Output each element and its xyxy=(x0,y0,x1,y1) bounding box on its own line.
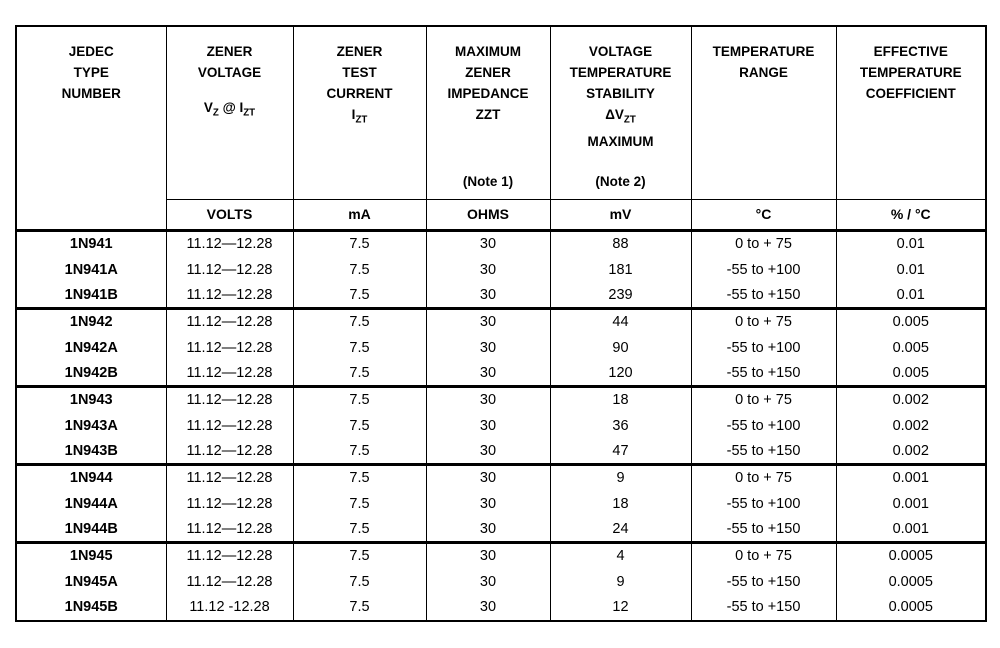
cell-test-current: 7.5 xyxy=(293,517,426,543)
cell-temperature-range: 0 to + 75 xyxy=(691,465,836,491)
cell-zener-impedance: 30 xyxy=(426,439,550,465)
cell-voltage-stability: 18 xyxy=(550,387,691,413)
cell-temp-coefficient: 0.01 xyxy=(836,257,986,283)
cell-zener-impedance: 30 xyxy=(426,543,550,569)
cell-temperature-range: -55 to +150 xyxy=(691,439,836,465)
table-row xyxy=(16,361,986,387)
cell-zener-voltage: 11.12—12.28 xyxy=(166,465,293,491)
header-text: TEMPERATURE xyxy=(859,65,962,80)
header-jedec-type-number xyxy=(16,26,166,231)
unit-celsius: °C xyxy=(691,200,836,231)
cell-zener-voltage: 11.12—12.28 xyxy=(166,413,293,439)
header-text: TEMPERATURE xyxy=(569,65,672,80)
header-text: STABILITY xyxy=(586,86,655,101)
cell-zener-impedance: 30 xyxy=(426,517,550,543)
cell-voltage-stability: 120 xyxy=(550,361,691,387)
cell-jedec-type: 1N941 xyxy=(16,231,166,257)
header-text: TEST xyxy=(342,65,377,80)
note-1-reference: (Note 1) xyxy=(462,174,514,189)
test-current-symbol: $I_{ZT}$ xyxy=(351,107,368,126)
table-row xyxy=(16,387,986,413)
cell-voltage-stability: 90 xyxy=(550,335,691,361)
cell-temperature-range: 0 to + 75 xyxy=(691,543,836,569)
cell-jedec-type: 1N945 xyxy=(16,543,166,569)
cell-temp-coefficient: 0.005 xyxy=(836,361,986,387)
header-text: MAXIMUM xyxy=(455,44,521,59)
table-row xyxy=(16,309,986,335)
unit-ohms: OHMS xyxy=(426,200,550,231)
unit-ma: mA xyxy=(293,200,426,231)
cell-zener-voltage: 11.12—12.28 xyxy=(166,361,293,387)
header-text: MAXIMUM xyxy=(587,133,654,149)
cell-zener-impedance: 30 xyxy=(426,569,550,595)
cell-zener-voltage: 11.12—12.28 xyxy=(166,439,293,465)
cell-test-current: 7.5 xyxy=(293,595,426,621)
cell-temperature-range: 0 to + 75 xyxy=(691,231,836,257)
note-2-reference: (Note 2) xyxy=(595,174,646,189)
cell-zener-voltage: 11.12—12.28 xyxy=(166,283,293,309)
cell-temp-coefficient: 0.002 xyxy=(836,413,986,439)
cell-temp-coefficient: 0.0005 xyxy=(836,543,986,569)
cell-voltage-stability: 181 xyxy=(550,257,691,283)
cell-zener-voltage: 11.12—12.28 xyxy=(166,569,293,595)
cell-jedec-type: 1N943B xyxy=(16,439,166,465)
table-row xyxy=(16,257,986,283)
impedance-symbol: ZZT xyxy=(475,107,501,122)
header-text: VOLTAGE xyxy=(588,44,653,59)
cell-test-current: 7.5 xyxy=(293,361,426,387)
table-row xyxy=(16,283,986,309)
delta-v-symbol: $\Delta V_{ZT}$ xyxy=(605,107,636,126)
header-text: NUMBER xyxy=(61,86,121,101)
table-row xyxy=(16,335,986,361)
cell-voltage-stability: 4 xyxy=(550,543,691,569)
cell-temperature-range: -55 to +150 xyxy=(691,361,836,387)
cell-jedec-type: 1N944B xyxy=(16,517,166,543)
cell-voltage-stability: 9 xyxy=(550,465,691,491)
cell-jedec-type: 1N944 xyxy=(16,465,166,491)
zener-voltage-symbol: $V_Z$ @ $I_{ZT}$ xyxy=(203,100,256,119)
cell-voltage-stability: 24 xyxy=(550,517,691,543)
cell-zener-voltage: 11.12—12.28 xyxy=(166,231,293,257)
cell-temperature-range: 0 to + 75 xyxy=(691,309,836,335)
cell-jedec-type: 1N945A xyxy=(16,569,166,595)
header-text: EFFECTIVE xyxy=(873,44,948,59)
cell-test-current: 7.5 xyxy=(293,413,426,439)
cell-temp-coefficient: 0.01 xyxy=(836,231,986,257)
cell-jedec-type: 1N942B xyxy=(16,361,166,387)
cell-zener-voltage: 11.12—12.28 xyxy=(166,517,293,543)
cell-zener-impedance: 30 xyxy=(426,283,550,309)
cell-temp-coefficient: 0.002 xyxy=(836,439,986,465)
cell-zener-impedance: 30 xyxy=(426,257,550,283)
header-text: ZENER xyxy=(465,65,511,80)
cell-temperature-range: -55 to +100 xyxy=(691,491,836,517)
table-body xyxy=(16,231,986,621)
cell-temperature-range: -55 to +100 xyxy=(691,413,836,439)
zener-spec-table xyxy=(15,25,987,622)
cell-temp-coefficient: 0.002 xyxy=(836,387,986,413)
cell-zener-voltage: 11.12 -12.28 xyxy=(166,595,293,621)
cell-zener-impedance: 30 xyxy=(426,361,550,387)
unit-mv: mV xyxy=(550,200,691,231)
header-effective-temp-coefficient xyxy=(836,26,986,200)
cell-temp-coefficient: 0.001 xyxy=(836,491,986,517)
cell-jedec-type: 1N945B xyxy=(16,595,166,621)
table-header xyxy=(16,26,986,231)
header-max-zener-impedance xyxy=(426,26,550,200)
cell-temp-coefficient: 0.001 xyxy=(836,517,986,543)
cell-test-current: 7.5 xyxy=(293,465,426,491)
table-row xyxy=(16,595,986,621)
cell-zener-impedance: 30 xyxy=(426,491,550,517)
cell-test-current: 7.5 xyxy=(293,491,426,517)
cell-temp-coefficient: 0.0005 xyxy=(836,569,986,595)
cell-jedec-type: 1N941B xyxy=(16,283,166,309)
header-text: TYPE xyxy=(73,65,109,80)
cell-zener-impedance: 30 xyxy=(426,335,550,361)
cell-zener-voltage: 11.12—12.28 xyxy=(166,543,293,569)
cell-test-current: 7.5 xyxy=(293,231,426,257)
cell-zener-voltage: 11.12—12.28 xyxy=(166,491,293,517)
header-text: COEFFICIENT xyxy=(865,86,956,101)
cell-voltage-stability: 239 xyxy=(550,283,691,309)
cell-test-current: 7.5 xyxy=(293,309,426,335)
cell-voltage-stability: 12 xyxy=(550,595,691,621)
table-row xyxy=(16,517,986,543)
header-text: ZENER xyxy=(206,44,253,59)
header-text: ZENER xyxy=(336,44,383,59)
cell-temp-coefficient: 0.005 xyxy=(836,335,986,361)
cell-temperature-range: -55 to +100 xyxy=(691,257,836,283)
header-text: TEMPERATURE xyxy=(712,44,815,59)
header-voltage-temp-stability xyxy=(550,26,691,200)
header-row xyxy=(16,26,986,200)
cell-temperature-range: -55 to +150 xyxy=(691,517,836,543)
cell-test-current: 7.5 xyxy=(293,257,426,283)
cell-test-current: 7.5 xyxy=(293,543,426,569)
table-row xyxy=(16,569,986,595)
cell-jedec-type: 1N943A xyxy=(16,413,166,439)
cell-temp-coefficient: 0.0005 xyxy=(836,595,986,621)
header-text: RANGE xyxy=(739,65,788,80)
cell-jedec-type: 1N944A xyxy=(16,491,166,517)
cell-zener-voltage: 11.12—12.28 xyxy=(166,309,293,335)
cell-zener-impedance: 30 xyxy=(426,309,550,335)
header-text: IMPEDANCE xyxy=(447,86,529,101)
table-row xyxy=(16,413,986,439)
unit-volts: VOLTS xyxy=(166,200,293,231)
cell-zener-voltage: 11.12—12.28 xyxy=(166,257,293,283)
header-text: VOLTAGE xyxy=(197,65,262,80)
table-row xyxy=(16,543,986,569)
header-zener-voltage xyxy=(166,26,293,200)
cell-zener-impedance: 30 xyxy=(426,465,550,491)
table-row xyxy=(16,491,986,517)
header-zener-test-current xyxy=(293,26,426,200)
cell-zener-impedance: 30 xyxy=(426,413,550,439)
cell-zener-impedance: 30 xyxy=(426,595,550,621)
cell-zener-impedance: 30 xyxy=(426,387,550,413)
cell-temp-coefficient: 0.005 xyxy=(836,309,986,335)
cell-temperature-range: 0 to + 75 xyxy=(691,387,836,413)
header-text: JEDEC xyxy=(68,44,114,59)
cell-temp-coefficient: 0.001 xyxy=(836,465,986,491)
cell-temp-coefficient: 0.01 xyxy=(836,283,986,309)
table-row xyxy=(16,439,986,465)
cell-test-current: 7.5 xyxy=(293,569,426,595)
cell-temperature-range: -55 to +150 xyxy=(691,283,836,309)
cell-test-current: 7.5 xyxy=(293,283,426,309)
cell-jedec-type: 1N942A xyxy=(16,335,166,361)
cell-jedec-type: 1N943 xyxy=(16,387,166,413)
header-temperature-range xyxy=(691,26,836,200)
cell-voltage-stability: 47 xyxy=(550,439,691,465)
cell-voltage-stability: 44 xyxy=(550,309,691,335)
cell-temperature-range: -55 to +100 xyxy=(691,335,836,361)
cell-jedec-type: 1N941A xyxy=(16,257,166,283)
cell-voltage-stability: 18 xyxy=(550,491,691,517)
table-row xyxy=(16,465,986,491)
cell-voltage-stability: 9 xyxy=(550,569,691,595)
header-text: CURRENT xyxy=(326,86,393,101)
cell-zener-impedance: 30 xyxy=(426,231,550,257)
cell-test-current: 7.5 xyxy=(293,439,426,465)
cell-temperature-range: -55 to +150 xyxy=(691,595,836,621)
cell-zener-voltage: 11.12—12.28 xyxy=(166,335,293,361)
unit-percent-per-celsius: % / °C xyxy=(836,200,986,231)
cell-test-current: 7.5 xyxy=(293,335,426,361)
table-row xyxy=(16,231,986,257)
cell-test-current: 7.5 xyxy=(293,387,426,413)
cell-jedec-type: 1N942 xyxy=(16,309,166,335)
cell-voltage-stability: 36 xyxy=(550,413,691,439)
cell-voltage-stability: 88 xyxy=(550,231,691,257)
cell-zener-voltage: 11.12—12.28 xyxy=(166,387,293,413)
cell-temperature-range: -55 to +150 xyxy=(691,569,836,595)
